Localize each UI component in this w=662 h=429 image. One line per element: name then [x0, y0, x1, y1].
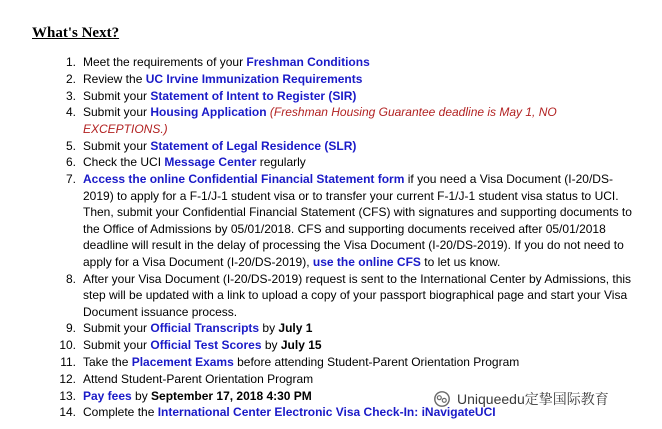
housing-application-link[interactable]: Housing Application — [150, 105, 267, 120]
item-number: 14. — [59, 405, 76, 420]
item-text: Attend Student-Parent Orientation Program — [83, 371, 314, 386]
item-number: 10. — [59, 338, 76, 353]
page-heading: What's Next? — [32, 25, 120, 41]
wechat-icon — [433, 390, 451, 408]
item-text: by — [259, 321, 279, 336]
item-text: Submit your — [83, 338, 151, 353]
list-item — [48, 138, 638, 155]
item-number: 9. — [65, 321, 76, 336]
list-item — [48, 354, 638, 371]
item-number: 5. — [65, 138, 76, 153]
online-cfs-link[interactable]: use the online CFS — [312, 254, 421, 269]
official-test-scores-link[interactable]: Official Test Scores — [150, 338, 262, 353]
item-number: 2. — [65, 71, 76, 86]
item-text: Submit your — [83, 321, 151, 336]
item-text: Submit your — [83, 138, 151, 153]
fees-deadline: September 17, 2018 4:30 PM — [151, 388, 312, 403]
list-item — [48, 88, 638, 105]
housing-deadline-note: (Freshman Housing Guarantee deadline is May 1, NO EXCEPTIONS.) — [83, 105, 557, 136]
item-number: 7. — [65, 172, 76, 187]
item-number: 12. — [59, 371, 76, 386]
watermark-text: Uniqueedu定挚国际教育 — [457, 391, 609, 407]
pay-fees-link[interactable]: Pay fees — [83, 388, 132, 403]
item-number: 4. — [65, 105, 76, 120]
list-item — [48, 104, 638, 137]
cfs-form-link[interactable]: Access the online Confidential Financial Statement form — [83, 172, 405, 187]
item-number: 1. — [65, 55, 76, 69]
visa-check-in-link[interactable]: International Center Electronic Visa Check-In: iNavigateUCI — [157, 405, 496, 420]
list-item — [48, 154, 638, 171]
message-center-link[interactable]: Message Center — [164, 155, 257, 170]
list-item — [48, 371, 638, 388]
item-text: Check the UCI — [83, 155, 165, 170]
item-text: by — [131, 388, 152, 403]
item-text: Meet the requirements of your — [83, 55, 247, 69]
slr-link[interactable]: Statement of Legal Residence (SLR) — [150, 138, 357, 153]
transcripts-deadline: July 1 — [278, 321, 313, 336]
sir-link[interactable]: Statement of Intent to Register (SIR) — [150, 88, 357, 103]
item-text: After your Visa Document (I-20/DS-2019) request is sent to the International Center by Admissions, this step will be updated with a link to upload a copy of your passport biographical page and start your Visa Document issuance process. — [83, 271, 632, 319]
item-number: 6. — [65, 155, 76, 170]
item-text: regularly — [256, 155, 306, 170]
list-item — [48, 171, 638, 270]
list-item — [48, 54, 638, 71]
item-text: if you need a Visa Document (I-20/DS-2019) to apply for a F-1/J-1 student visa or to transfer your current F-1/J-1 student visa status to UCI. Then, submit your Confidential Financial Statement (CFS) with signatures and supporting documents to the Office of Admissions by 05/01/2018. CFS and supporting documents received after 05/01/2018 deadline will result in the delay of processing the Visa Document (I-20/DS-2019). If you do not need to apply for a Visa Document (I-20/DS-2019), — [83, 172, 632, 269]
immunization-requirements-link[interactable]: UC Irvine Immunization Requirements — [145, 71, 363, 86]
list-item — [48, 320, 638, 337]
list-item — [48, 71, 638, 88]
item-text: to let us know. — [420, 254, 501, 269]
item-number: 11. — [60, 354, 76, 369]
item-number: 8. — [65, 271, 76, 286]
placement-exams-link[interactable]: Placement Exams — [131, 354, 234, 369]
item-number: 13. — [59, 388, 76, 403]
item-text: by — [261, 338, 281, 353]
item-text: Complete the — [83, 405, 158, 420]
item-number: 3. — [65, 88, 76, 103]
test-scores-deadline: July 15 — [280, 338, 322, 353]
item-text: Review the — [83, 71, 146, 86]
next-steps-list — [48, 54, 638, 421]
watermark — [433, 389, 609, 409]
list-item — [48, 337, 638, 354]
item-text: Take the — [83, 354, 132, 369]
freshman-conditions-link[interactable]: Freshman Conditions — [246, 55, 370, 69]
item-text: Submit your — [83, 105, 151, 120]
item-text: before attending Student-Parent Orientation Program — [233, 354, 520, 369]
item-text: Submit your — [83, 88, 151, 103]
list-item — [48, 271, 638, 321]
official-transcripts-link[interactable]: Official Transcripts — [150, 321, 260, 336]
